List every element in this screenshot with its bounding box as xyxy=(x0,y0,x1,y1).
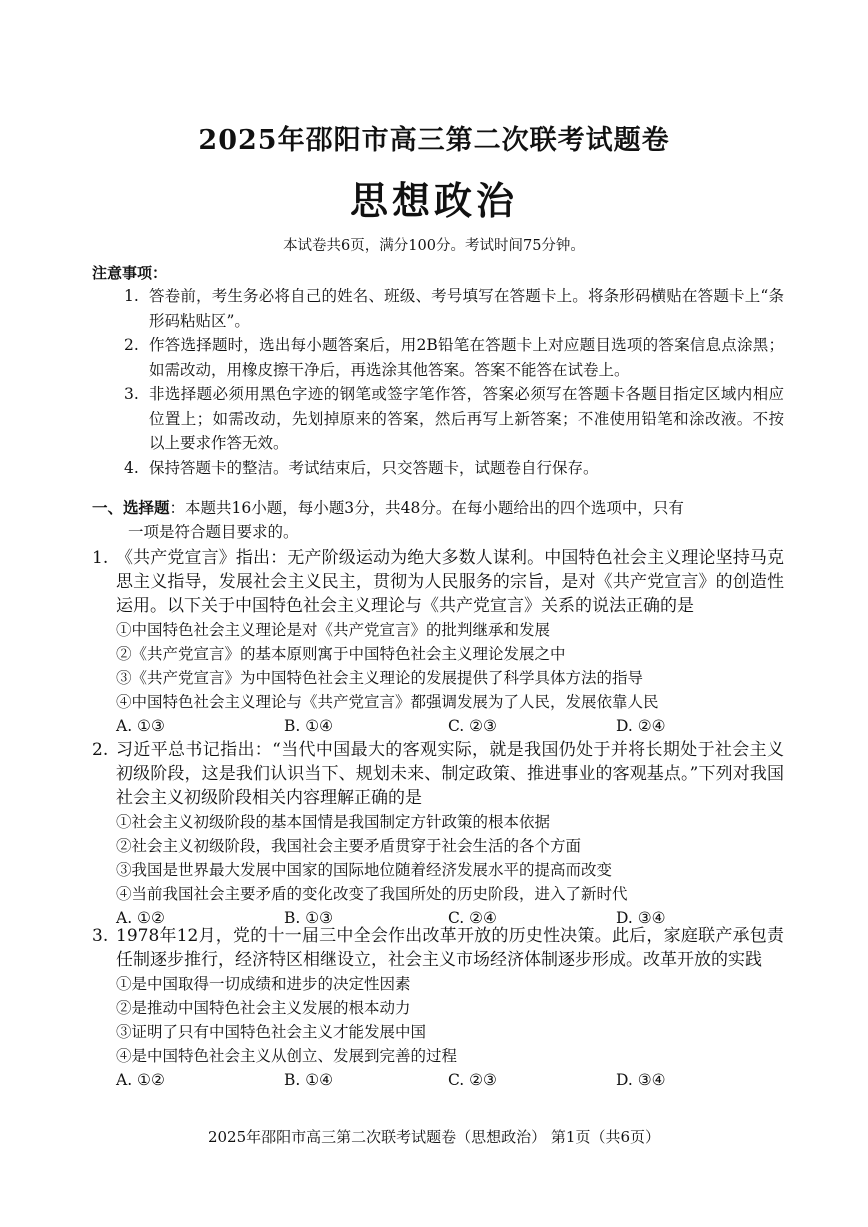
statement-option: ①社会主义初级阶段的基本国情是我国制定方针政策的根本依据 xyxy=(116,813,551,831)
section-label: 一、选择题 xyxy=(92,498,170,517)
choice-b: B. ①③ xyxy=(284,909,334,927)
section-heading xyxy=(92,496,782,544)
subject-title: 思想政治 xyxy=(349,178,518,223)
exam-info: 本试卷共6页，满分100分。考试时间75分钟。 xyxy=(283,238,585,254)
page-footer: 2025年邵阳市高三第二次联考试题卷（思想政治） 第1页（共6页） xyxy=(207,1128,661,1146)
question-3 xyxy=(92,924,784,1092)
statement-option: ①是中国取得一切成绩和进步的决定性因素 xyxy=(116,975,411,993)
choice-d: D. ③④ xyxy=(616,1071,666,1089)
statement-option: ③我国是世界最大发展中国家的国际地位随着经济发展水平的提高而改变 xyxy=(116,861,613,879)
question-number: 1. xyxy=(92,548,109,568)
question-stem xyxy=(92,924,784,972)
statement-option: ②社会主义初级阶段，我国社会主要矛盾贯穿于社会生活的各个方面 xyxy=(116,837,582,855)
choice-a: A. ①② xyxy=(116,1071,165,1089)
choice-c: C. ②④ xyxy=(448,909,497,927)
notice-item xyxy=(124,284,784,333)
choice-c: C. ②③ xyxy=(448,1071,497,1089)
notice-item xyxy=(124,382,784,456)
notice-number: 1. xyxy=(124,287,139,305)
question-2 xyxy=(92,738,784,930)
question-text: 《共产党宣言》指出：无产阶级运动为绝大多数人谋利。中国特色社会主义理论坚持马克思主义指导，发展社会主义民主，贯彻为人民服务的宗旨，是对《共产党宣言》的创造性运用。以下关于中国特色社会主义理论与《共产党宣言》关系的说法正确的是 xyxy=(116,548,784,616)
notice-text: 非选择题必须用黑色字迹的钢笔或签字笔作答，答案必须写在答题卡各题目指定区域内相应位置上；如需改动，先划掉原来的答案，然后再写上新答案；不准使用铅笔和涂改液。不按以上要求作答无效。 xyxy=(149,385,784,452)
notice-item xyxy=(124,456,784,481)
notice-list xyxy=(124,284,784,480)
statement-option: ③《共产党宣言》为中国特色社会主义理论的发展提供了科学具体方法的指导 xyxy=(116,669,644,687)
question-1 xyxy=(92,546,784,738)
choice-d: D. ③④ xyxy=(616,909,666,927)
answer-choices xyxy=(92,1068,784,1092)
notice-heading: 注意事项： xyxy=(92,264,168,282)
question-number: 2. xyxy=(92,740,109,760)
section-instructions: ：本题共16小题，每小题3分，共48分。在每小题给出的四个选项中，只有 xyxy=(169,499,684,517)
statement-option: ④是中国特色社会主义从创立、发展到完善的过程 xyxy=(116,1047,458,1065)
question-stem xyxy=(92,546,784,618)
question-stem xyxy=(92,738,784,810)
answer-choices xyxy=(92,714,784,738)
choice-c: C. ②③ xyxy=(448,717,497,735)
notice-number: 2. xyxy=(124,336,139,354)
statement-option: ②《共产党宣言》的基本原则寓于中国特色社会主义理论发展之中 xyxy=(116,645,566,663)
choice-a: A. ①② xyxy=(116,909,165,927)
notice-text: 保持答题卡的整洁。考试结束后，只交答题卡，试题卷自行保存。 xyxy=(149,458,599,477)
choice-d: D. ②④ xyxy=(616,717,666,735)
exam-title: 2025年邵阳市高三第二次联考试题卷 xyxy=(198,125,670,156)
question-text: 1978年12月，党的十一届三中全会作出改革开放的历史性决策。此后，家庭联产承包责任制逐步推行，经济特区相继设立，社会主义市场经济体制逐步形成。改革开放的实践 xyxy=(116,926,784,970)
question-text: 习近平总书记指出：“当代中国最大的客观实际，就是我国仍处于并将长期处于社会主义初级阶段，这是我们认识当下、规划未来、制定政策、推进事业的客观基点。”下列对我国社会主义初级阶段相关内容理解正确的是 xyxy=(116,740,784,808)
statement-option: ①中国特色社会主义理论是对《共产党宣言》的批判继承和发展 xyxy=(116,621,551,639)
notice-text: 答卷前，考生务必将自己的姓名、班级、考号填写在答题卡上。将条形码横贴在答题卡上“条形码粘贴区”。 xyxy=(149,287,784,330)
choice-b: B. ①④ xyxy=(284,717,334,735)
question-number: 3. xyxy=(92,926,109,946)
choice-b: B. ①④ xyxy=(284,1071,334,1089)
statement-option: ③证明了只有中国特色社会主义才能发展中国 xyxy=(116,1023,427,1041)
statement-option: ④中国特色社会主义理论与《共产党宣言》都强调发展为了人民，发展依靠人民 xyxy=(116,693,659,711)
section-instructions-cont: 一项是符合题目要求的。 xyxy=(128,523,299,541)
statement-option: ②是推动中国特色社会主义发展的根本动力 xyxy=(116,999,411,1017)
notice-item xyxy=(124,333,784,382)
choice-a: A. ①③ xyxy=(116,717,165,735)
statement-option: ④当前我国社会主要矛盾的变化改变了我国所处的历史阶段，进入了新时代 xyxy=(116,885,628,903)
notice-number: 3. xyxy=(124,385,139,403)
notice-text: 作答选择题时，选出每小题答案后，用2B铅笔在答题卡上对应题目选项的答案信息点涂黑；如需改动，用橡皮擦干净后，再选涂其他答案。答案不能答在试卷上。 xyxy=(149,336,784,379)
notice-number: 4. xyxy=(124,458,139,477)
